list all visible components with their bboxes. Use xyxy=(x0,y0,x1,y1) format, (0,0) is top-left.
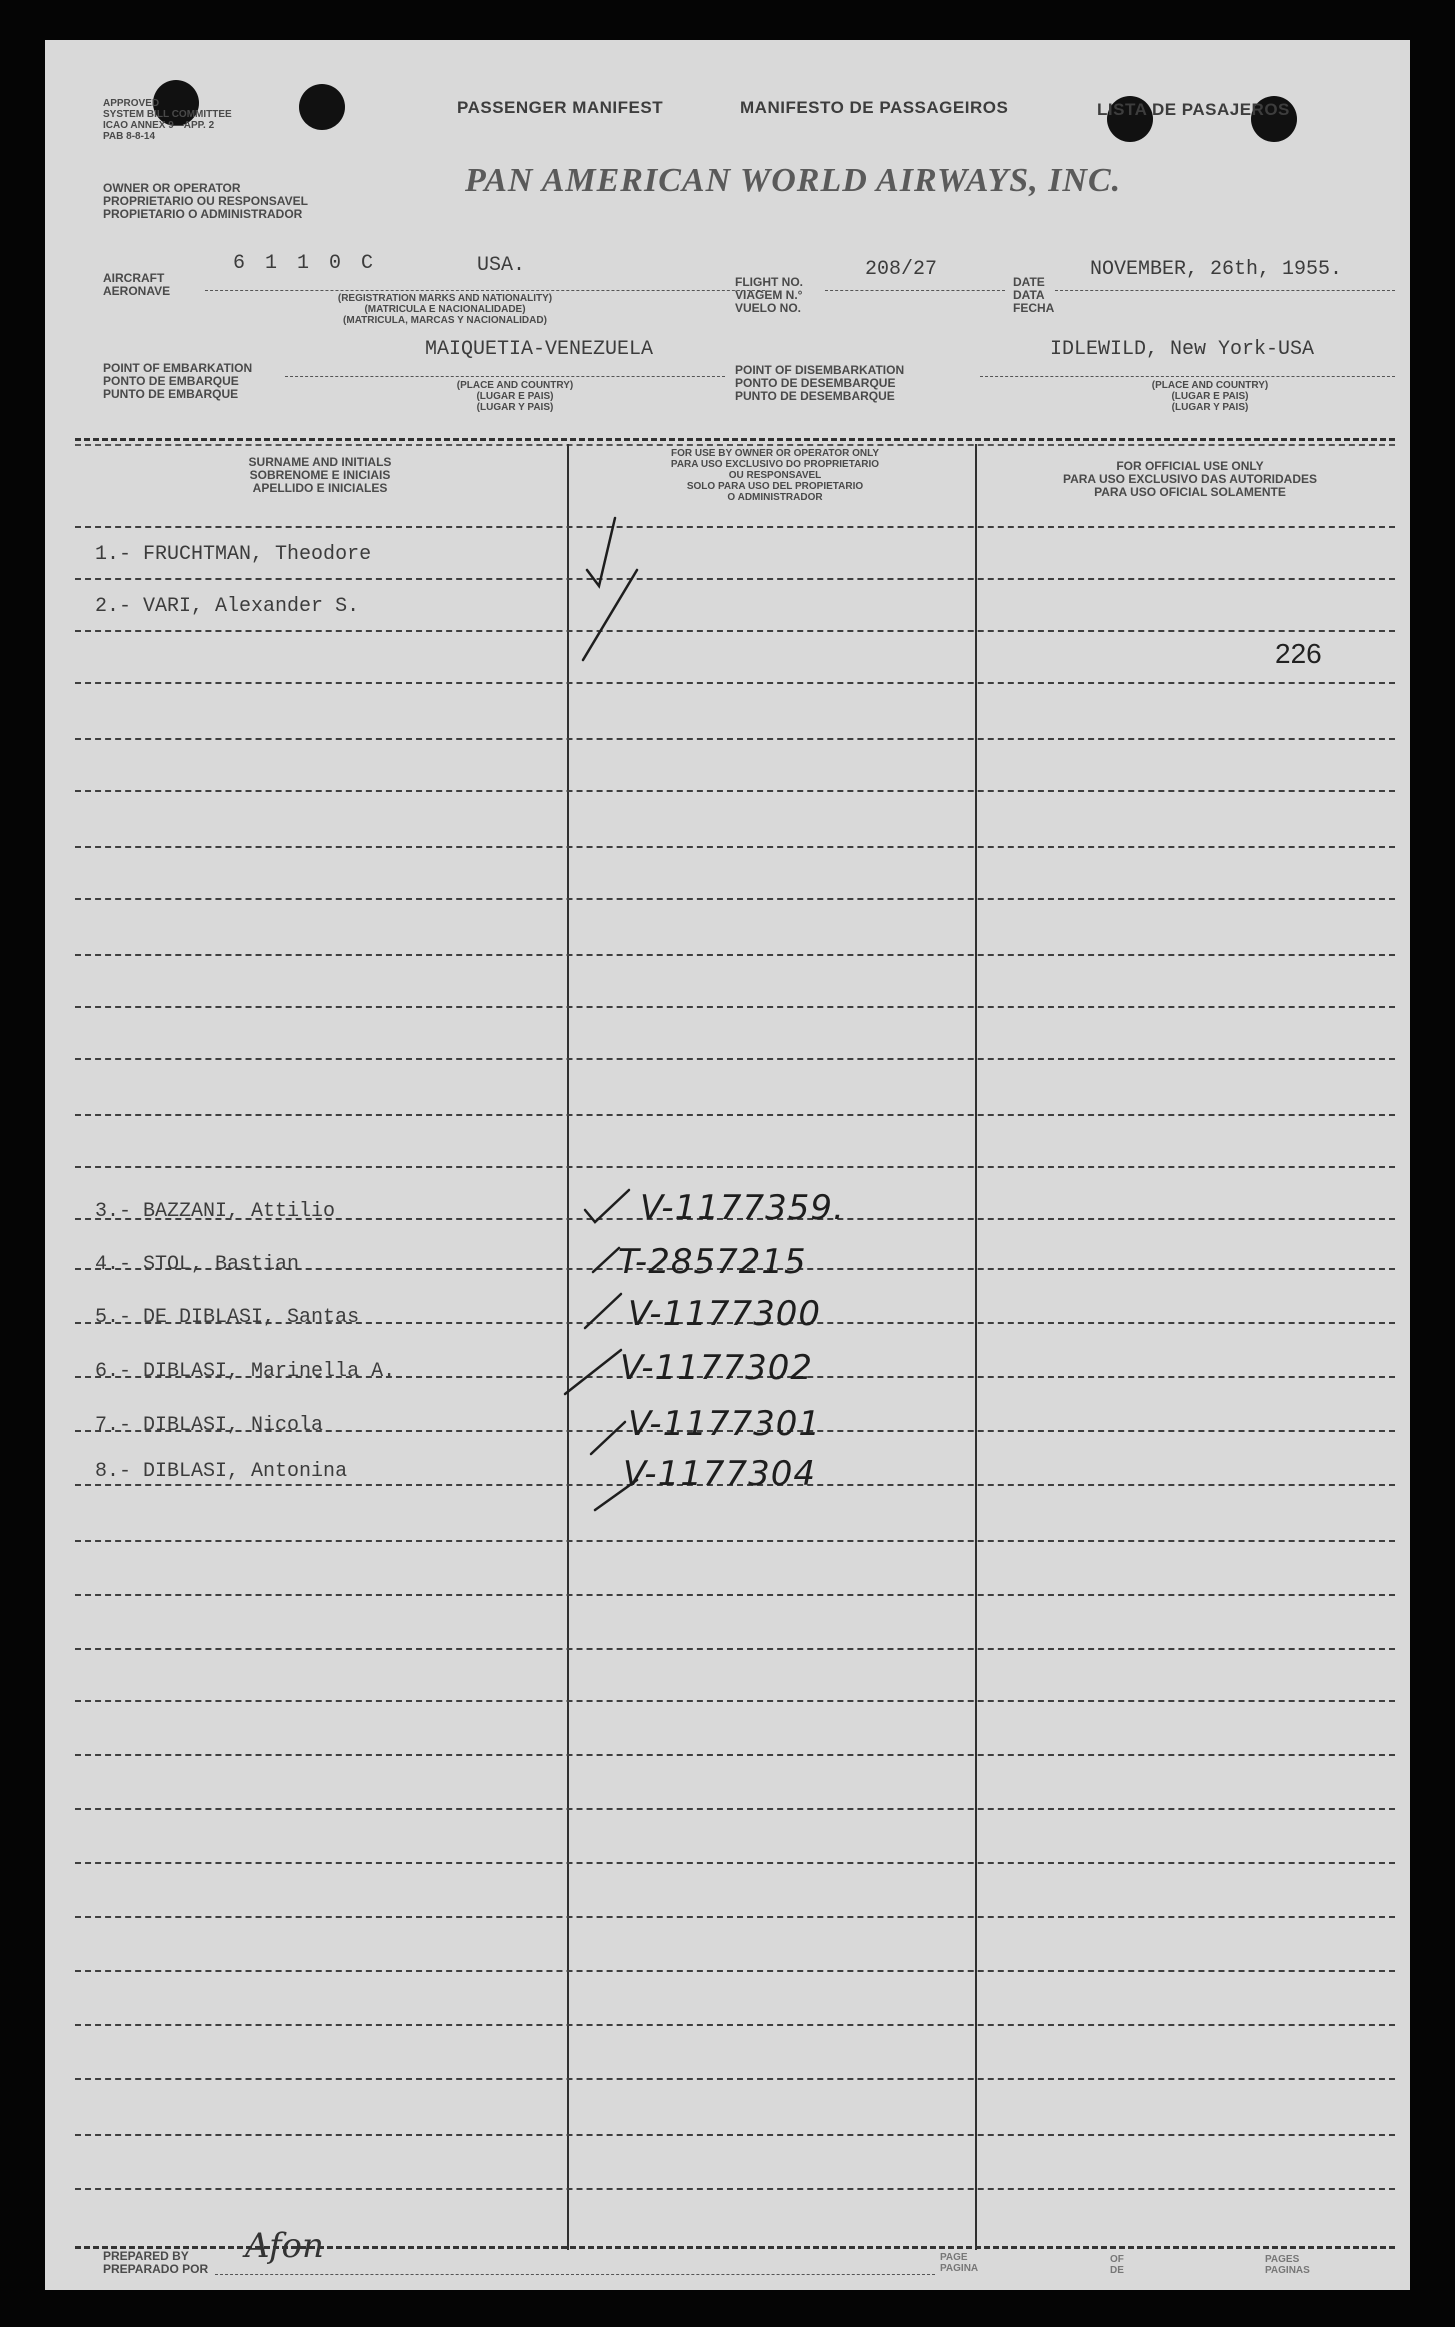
underline xyxy=(285,376,725,377)
passenger-name: DIBLASI, Nicola xyxy=(143,1414,324,1437)
passenger-number: 8.- xyxy=(95,1460,132,1483)
check-mark xyxy=(585,1190,629,1222)
underline xyxy=(215,2274,935,2275)
row-rule xyxy=(75,790,1395,792)
passenger-name: FRUCHTMAN, Theodore xyxy=(143,543,372,566)
row-rule xyxy=(75,1754,1395,1756)
row-rule xyxy=(75,2188,1395,2190)
visa-number: V-1177300 xyxy=(628,1294,821,1334)
row-rule xyxy=(75,2024,1395,2026)
row-rule xyxy=(75,526,1395,528)
check-marks xyxy=(525,510,665,1550)
row-rule xyxy=(75,954,1395,956)
passenger-row xyxy=(95,1414,323,1437)
title-es: LISTA DE PASAJEROS xyxy=(1097,100,1290,119)
column-divider xyxy=(975,444,977,2250)
row-rule xyxy=(75,682,1395,684)
embarkation-sublabel: (PLACE AND COUNTRY) (LUGAR E PAIS) (LUGAR Y PAIS) xyxy=(456,380,574,413)
table-top-rule xyxy=(75,444,1395,446)
embarkation-place: MAIQUETIA-VENEZUELA xyxy=(425,338,654,361)
visa-number: V-1177304 xyxy=(623,1454,816,1494)
underline xyxy=(1055,290,1395,291)
visa-number: V-1177359. xyxy=(640,1188,845,1228)
check-mark xyxy=(565,1350,621,1394)
column-header-owner-use: FOR USE BY OWNER OR OPERATOR ONLY PARA USO EXCLUSIVO DO PROPRIETARIO OU RESPONSAVEL SOLO PARA USO DEL PROPIETARIO O ADMINISTRADOR xyxy=(670,448,880,503)
underline xyxy=(205,290,765,291)
visa-number: V-1177301 xyxy=(628,1404,821,1444)
prepared-by-label: PREPARED BY PREPARADO POR xyxy=(103,2249,209,2276)
passenger-name: BAZZANI, Attilio xyxy=(143,1200,336,1223)
column-header-surname: SURNAME AND INITIALS SOBRENOME E INICIAIS APELLIDO E INICIALES xyxy=(248,455,392,495)
row-rule xyxy=(75,630,1395,632)
row-rule xyxy=(75,898,1395,900)
row-rule xyxy=(75,1648,1395,1650)
passenger-number: 4.- xyxy=(95,1253,132,1276)
row-rule xyxy=(75,1916,1395,1918)
title-en: PASSENGER MANIFEST xyxy=(457,98,664,117)
passenger-name: VARI, Alexander S. xyxy=(143,595,360,618)
row-rule xyxy=(75,1970,1395,1972)
flight-number: 208/27 xyxy=(865,258,938,281)
check-mark xyxy=(591,1422,625,1454)
aircraft-nationality: USA. xyxy=(477,254,526,277)
table-top-rule xyxy=(75,438,1395,441)
passenger-row xyxy=(95,1200,335,1223)
of-label: OF DE xyxy=(1110,2254,1124,2276)
passenger-row xyxy=(95,543,371,566)
row-rule xyxy=(75,578,1395,580)
flight-date: NOVEMBER, 26th, 1955. xyxy=(1090,258,1343,281)
underline xyxy=(825,290,1005,291)
visa-number: V-1177302 xyxy=(620,1348,813,1388)
passenger-number: 7.- xyxy=(95,1414,132,1437)
official-note: 226 xyxy=(1275,638,1322,669)
visa-number: T-2857215 xyxy=(618,1242,807,1282)
disembarkation-sublabel: (PLACE AND COUNTRY) (LUGAR E PAIS) (LUGAR Y PAIS) xyxy=(1151,380,1269,413)
passenger-number: 5.- xyxy=(95,1306,132,1329)
row-rule xyxy=(75,1006,1395,1008)
pages-label: PAGES PAGINAS xyxy=(1265,2254,1310,2276)
row-rule xyxy=(75,1700,1395,1702)
passenger-number: 2.- xyxy=(95,595,132,618)
passenger-row xyxy=(95,1253,299,1276)
row-rule xyxy=(75,1114,1395,1116)
check-mark xyxy=(583,570,637,660)
check-mark xyxy=(585,1294,621,1328)
underline xyxy=(980,376,1395,377)
passenger-number: 6.- xyxy=(95,1360,132,1383)
row-rule xyxy=(75,1862,1395,1864)
punch-hole xyxy=(299,84,345,130)
registration-sublabel: (REGISTRATION MARKS AND NATIONALITY) (MATRICULA E NACIONALIDADE) (MATRICULA, MARCAS Y NACIONALIDAD) xyxy=(337,293,553,326)
row-rule xyxy=(75,1540,1395,1542)
title-pt: MANIFESTO DE PASSAGEIROS xyxy=(740,98,1009,117)
check-mark xyxy=(593,1248,619,1272)
manifest-sheet xyxy=(45,40,1410,2290)
row-rule xyxy=(75,1166,1395,1168)
passenger-number: 3.- xyxy=(95,1200,132,1223)
row-rule xyxy=(75,1058,1395,1060)
passenger-row xyxy=(95,1306,359,1329)
aircraft-label: AIRCRAFT AERONAVE xyxy=(103,271,171,298)
date-label: DATE DATA FECHA xyxy=(1013,275,1055,315)
passenger-name: STOL, Bastian xyxy=(143,1253,300,1276)
passenger-row xyxy=(95,1360,395,1383)
passenger-name: DE DIBLASI, Santas xyxy=(143,1306,360,1329)
passenger-name: DIBLASI, Marinella A. xyxy=(143,1360,396,1383)
approval-block: APPROVED SYSTEM BILL COMMITTEE ICAO ANNEX 9—APP. 2 PAB 8-8-14 xyxy=(103,98,232,142)
passenger-name: DIBLASI, Antonina xyxy=(143,1460,348,1483)
row-rule xyxy=(75,738,1395,740)
disembarkation-place: IDLEWILD, New York-USA xyxy=(1050,338,1315,361)
passenger-row xyxy=(95,595,359,618)
column-header-official: FOR OFFICIAL USE ONLY PARA USO EXCLUSIVO DAS AUTORIDADES PARA USO OFICIAL SOLAMENTE xyxy=(1062,459,1318,499)
row-rule xyxy=(75,1594,1395,1596)
embarkation-label: POINT OF EMBARKATION PONTO DE EMBARQUE PUNTO DE EMBARQUE xyxy=(103,361,253,401)
aircraft-registration: 6 1 1 0 C xyxy=(233,252,378,275)
flight-label: FLIGHT NO. VIAGEM N.° VUELO NO. xyxy=(735,275,803,315)
row-rule xyxy=(75,846,1395,848)
page-label: PAGE PAGINA xyxy=(940,2252,979,2274)
check-mark xyxy=(587,518,615,586)
disembarkation-label: POINT OF DISEMBARKATION PONTO DE DESEMBARQUE PUNTO DE DESEMBARQUE xyxy=(735,363,905,403)
row-rule xyxy=(75,2134,1395,2136)
company-name: PAN AMERICAN WORLD AIRWAYS, INC. xyxy=(465,162,1122,199)
prepared-by-signature: Afon xyxy=(245,2226,324,2266)
passenger-number: 1.- xyxy=(95,543,132,566)
row-rule xyxy=(75,1808,1395,1810)
passenger-row xyxy=(95,1460,347,1483)
row-rule xyxy=(75,2078,1395,2080)
owner-label: OWNER OR OPERATOR PROPRIETARIO OU RESPONSAVEL PROPIETARIO O ADMINISTRADOR xyxy=(103,181,308,221)
